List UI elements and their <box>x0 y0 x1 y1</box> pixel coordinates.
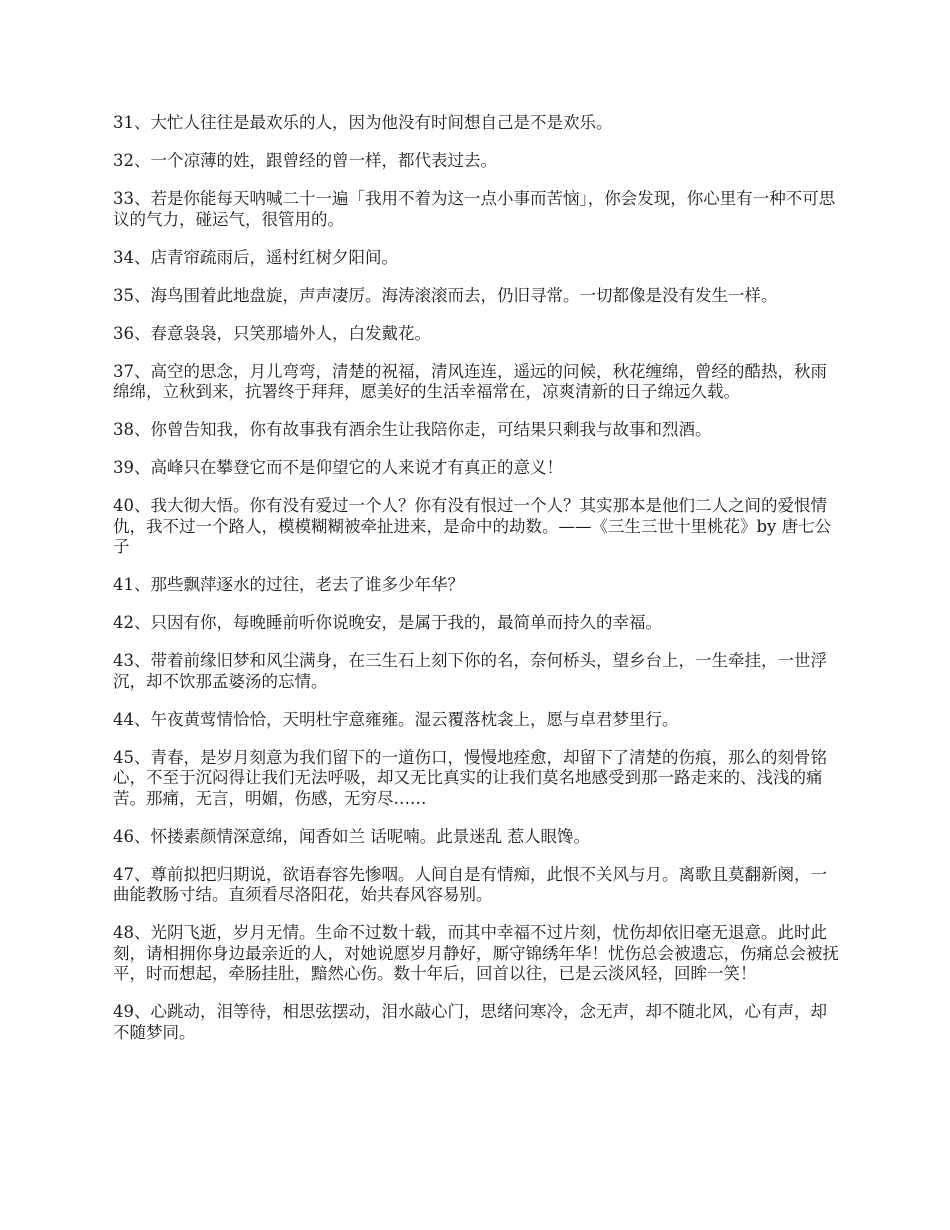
paragraph-43: 43、带着前缘旧梦和风尘满身，在三生石上刻下你的名，奈何桥头，望乡台上，一生牵挂，一世浮沉，却不饮那孟婆汤的忘情。 <box>113 651 827 691</box>
paragraph-31: 31、大忙人往往是最欢乐的人，因为他没有时间想自己是不是欢乐。 <box>113 113 613 132</box>
paragraph-45: 45、青春，是岁月刻意为我们留下的一道伤口，慢慢地痊愈，却留下了清楚的伤痕，那么的刻骨铭心，不至于沉闷得让我们无法呼吸，却又无比真实的让我们莫名地感受到那一路走来的、浅浅的痛苦。那痛，无言，明媚，伤感，无穷尽…… <box>113 747 827 808</box>
paragraph-40: 40、我大彻大悟。你有没有爱过一个人？你有没有恨过一个人？其实那本是他们二人之间的爱恨情仇，我不过一个路人，模模糊糊被牵扯进来，是命中的劫数。——《三生三世十里桃花》by 唐七公子 <box>113 496 832 556</box>
paragraph-41: 41、那些飘萍逐水的过往，老去了谁多少年华？ <box>113 575 464 594</box>
paragraph-44: 44、午夜黄莺情恰恰，天明杜宇意雍雍。湿云覆落枕衾上，愿与卓君梦里行。 <box>113 709 679 729</box>
paragraph-39: 39、高峰只在攀登它而不是仰望它的人来说才有真正的意义！ <box>113 458 563 477</box>
paragraph-34: 34、店青帘疏雨后，遥村红树夕阳间。 <box>113 247 398 267</box>
paragraph-47: 47、尊前拟把归期说，欲语春容先惨咽。人间自是有情痴，此恨不关风与月。离歌且莫翻新阕，一曲能教肠寸结。直须看尽洛阳花，始共春风容易别。 <box>113 864 827 904</box>
paragraph-32: 32、一个凉薄的姓，跟曾经的曾一样，都代表过去。 <box>113 151 497 170</box>
paragraph-48: 48、光阴飞逝，岁月无情。生命不过数十载，而其中幸福不过片刻，忧伤却依旧毫无退意。此时此刻，请相拥你身边最亲近的人，对她说愿岁月静好，厮守锦绣年华！忧伤总会被遗忘，伤痛总会被抚平，时而想起，牵肠挂肚，黯然心伤。数十年后，回首以往，已是云淡风轻，回眸一笑！ <box>113 923 839 983</box>
paragraph-36: 36、春意袅袅，只笑那墙外人，白发戴花。 <box>113 323 431 343</box>
paragraph-46: 46、怀搂素颜情深意绵，闻香如兰 话呢喃。此景迷乱 惹人眼馋。 <box>113 826 590 846</box>
paragraph-33: 33、若是你能每天呐喊二十一遍「我用不着为这一点小事而苦恼」，你会发现，你心里有一种不可思议的气力，碰运气，很管用的。 <box>113 189 836 229</box>
paragraph-38: 38、你曾告知我，你有故事我有酒余生让我陪你走，可结果只剩我与故事和烈酒。 <box>113 420 712 439</box>
paragraph-37: 37、高空的思念，月儿弯弯，清楚的祝福，清风连连，遥远的问候，秋花缠绵，曾经的酷热，秋雨绵绵，立秋到来，抗署终于拜拜，愿美好的生活幸福常在，凉爽清新的日子绵远久载。 <box>113 361 827 401</box>
paragraph-35: 35、海鸟围着此地盘旋，声声凄厉。海涛滚滚而去，仍旧寻常。一切都像是没有发生一样。 <box>113 285 778 305</box>
paragraph-49: 49、心跳动，泪等待，相思弦摆动，泪水敲心门，思绪问寒冷，念无声，却不随北风，心有声，却不随梦同。 <box>113 1002 827 1042</box>
document-page <box>113 113 841 1061</box>
paragraph-42: 42、只因有你，每晚睡前听你说晚安，是属于我的，最简单而持久的幸福。 <box>113 613 662 632</box>
